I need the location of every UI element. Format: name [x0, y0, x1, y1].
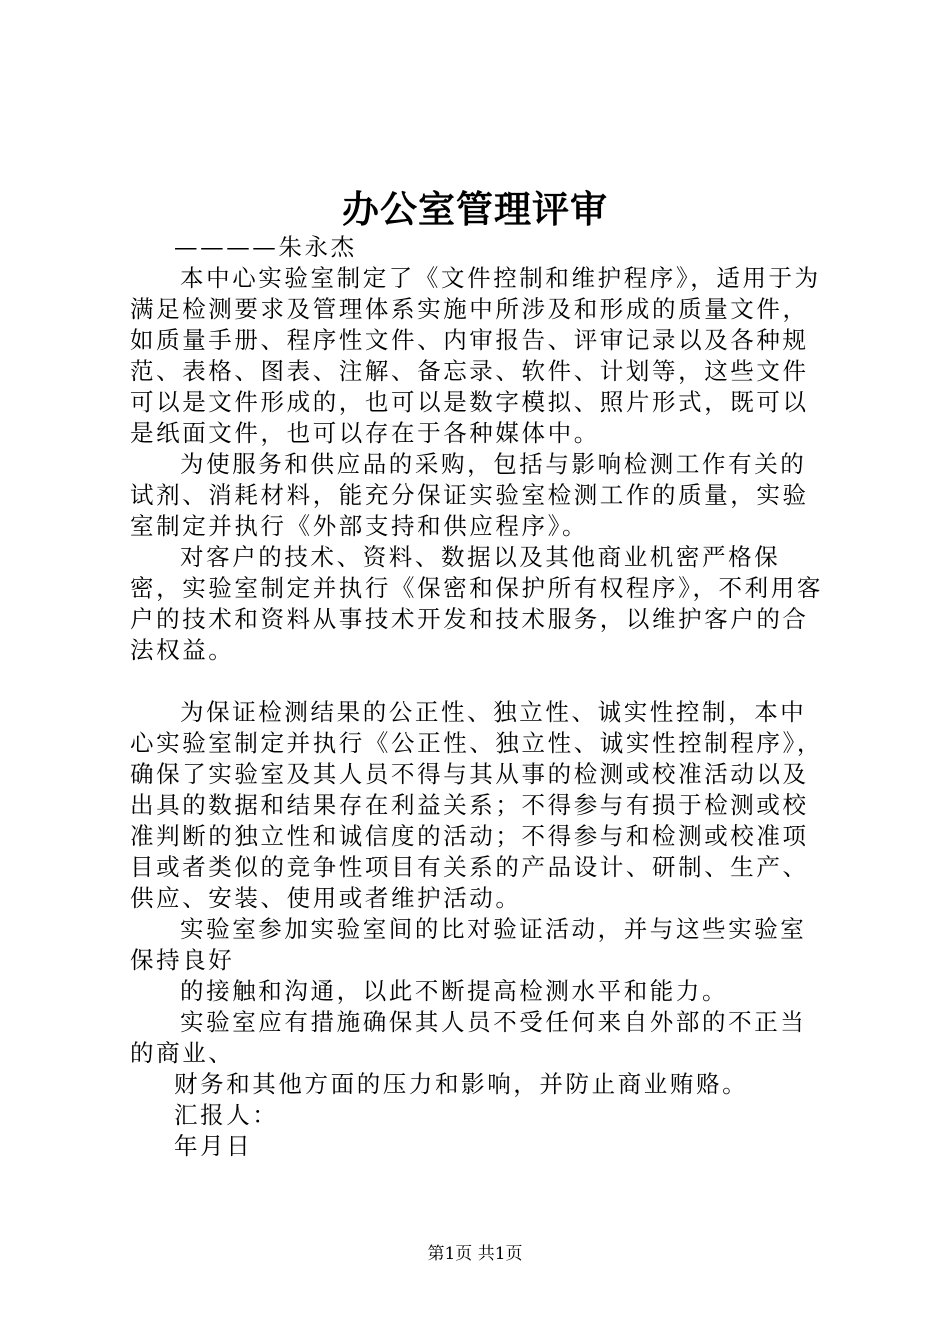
paragraph-comparison-cont: 的接触和沟通，以此不断提高检测水平和能力。	[180, 977, 729, 1005]
reporter-label: 汇报人：	[174, 1101, 279, 1129]
document-title: 办公室管理评审	[342, 187, 608, 231]
paragraph-document-control: 本中心实验室制定了《文件控制和维护程序》，适用于为满足检测要求及管理体系实施中所涉及和形成的质量文件，如质量手册、程序性文件、内审报告、评审记录以及各种规范、表格、图表、注解、备忘录、软件、计划等，这些文件可以是文件形成的，也可以是数字模拟、照片形式，既可以是纸面文件，也可以存在于各种媒体中。	[130, 264, 821, 447]
paragraph-confidentiality: 对客户的技术、资料、数据以及其他商业机密严格保密，实验室制定并执行《保密和保护所有权程序》，不利用客户的技术和资料从事技术开发和技术服务，以维护客户的合法权益。	[130, 543, 823, 664]
paragraph-impartiality: 为保证检测结果的公正性、独立性、诚实性控制，本中心实验室制定并执行《公正性、独立性、诚实性控制程序》，确保了实验室及其人员不得与其从事的检测或校准活动以及出具的数据和结果存在利益关系；不得参与有损于检测或校准判断的独立性和诚信度的活动；不得参与和检测或校准项目或者类似的竞争性项目有关系的产品设计、研制、生产、供应、安装、使用或者维护活动。	[130, 698, 823, 912]
blank-line	[130, 666, 830, 697]
paragraph-procurement: 为使服务和供应品的采购，包括与影响检测工作有关的试剂、消耗材料，能充分保证实验室检测工作的质量，实验室制定并执行《外部支持和供应程序》。	[130, 450, 809, 540]
author-line: ————朱永杰	[174, 233, 357, 261]
page-footer: 第1页 共1页	[427, 1244, 523, 1264]
document-body	[130, 232, 830, 1162]
paragraph-pressure-cont: 财务和其他方面的压力和影响，并防止商业贿赂。	[174, 1070, 749, 1098]
date-label: 年月日	[174, 1132, 253, 1160]
paragraph-pressure: 实验室应有措施确保其人员不受任何来自外部的不正当的商业、	[130, 1008, 807, 1067]
paragraph-comparison: 实验室参加实验室间的比对验证活动，并与这些实验室保持良好	[130, 915, 807, 974]
